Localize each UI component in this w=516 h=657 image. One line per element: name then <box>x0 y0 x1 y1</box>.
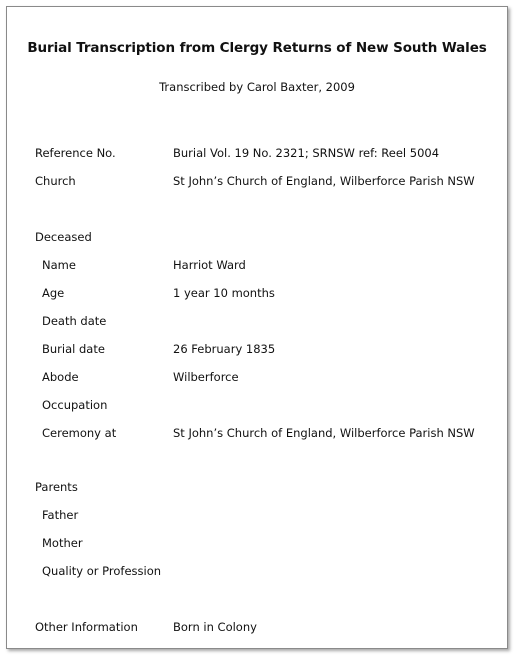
deceased-heading-row <box>7 228 507 246</box>
document-page <box>6 6 508 649</box>
deceased-heading: Deceased <box>35 230 92 244</box>
mother-row <box>7 534 507 552</box>
name-value: Harriot Ward <box>173 258 246 272</box>
church-label: Church <box>35 174 76 188</box>
other-info-label: Other Information <box>35 620 138 634</box>
document-subtitle: Transcribed by Carol Baxter, 2009 <box>159 80 355 94</box>
other-info-value: Born in Colony <box>173 620 257 634</box>
abode-row <box>7 368 507 386</box>
church-value: St John’s Church of England, Wilberforce Parish NSW <box>173 174 475 188</box>
quality-label: Quality or Profession <box>42 564 162 578</box>
name-label: Name <box>42 258 76 272</box>
name-row <box>7 256 507 274</box>
parents-heading: Parents <box>35 480 78 494</box>
mother-label: Mother <box>42 536 83 550</box>
parents-heading-row <box>7 478 507 496</box>
occupation-label: Occupation <box>42 398 108 412</box>
death-date-row <box>7 312 507 330</box>
ceremony-row <box>7 424 507 442</box>
father-row <box>7 506 507 524</box>
age-value: 1 year 10 months <box>173 286 275 300</box>
burial-date-label: Burial date <box>42 342 105 356</box>
ceremony-label: Ceremony at <box>42 426 117 440</box>
reference-row <box>7 144 507 162</box>
father-label: Father <box>42 508 79 522</box>
ceremony-value: St John’s Church of England, Wilberforce Parish NSW <box>173 426 475 440</box>
church-row <box>7 172 507 190</box>
age-label: Age <box>42 286 65 300</box>
reference-value: Burial Vol. 19 No. 2321; SRNSW ref: Reel 5004 <box>173 146 440 160</box>
burial-date-row <box>7 340 507 358</box>
burial-date-value: 26 February 1835 <box>173 342 276 356</box>
abode-label: Abode <box>42 370 79 384</box>
other-info-row <box>7 618 507 636</box>
death-date-label: Death date <box>42 314 107 328</box>
abode-value: Wilberforce <box>173 370 239 384</box>
document-title: Burial Transcription from Clergy Returns of New South Wales <box>27 40 487 56</box>
age-row <box>7 284 507 302</box>
quality-row <box>7 562 507 580</box>
reference-label: Reference No. <box>35 146 116 160</box>
occupation-row <box>7 396 507 414</box>
